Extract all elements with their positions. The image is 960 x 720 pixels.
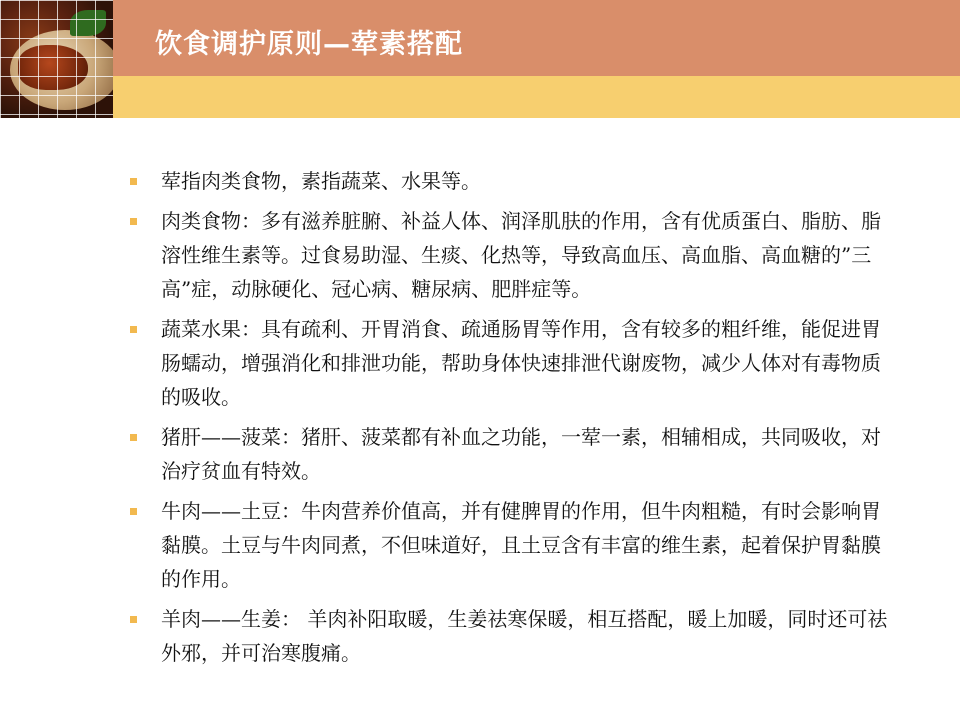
square-bullet-icon [130,178,137,185]
bullet-list [128,164,898,676]
header-accent-strip [0,76,960,118]
photo-grid-overlay [0,0,113,118]
list-item-text: 牛肉——土豆：牛肉营养价值高，并有健脾胃的作用，但牛肉粗糙，有时会影响胃黏膜。土豆与牛肉同煮，不但味道好，且土豆含有丰富的维生素，起着保护胃黏膜的作用。 [161,499,881,591]
slide-title: 饮食调护原则—荤素搭配 [155,29,463,60]
list-item-text: 羊肉——生姜： 羊肉补阳取暖，生姜祛寒保暖，相互搭配，暖上加暖，同时还可祛外邪，并可治寒腹痛。 [161,607,888,665]
list-item-text: 荤指肉类食物，素指蔬菜、水果等。 [161,169,481,193]
list-item [128,312,898,414]
square-bullet-icon [130,508,137,515]
square-bullet-icon [130,218,137,225]
square-bullet-icon [130,326,137,333]
list-item [128,494,898,596]
list-item-text: 肉类食物：多有滋养脏腑、补益人体、润泽肌肤的作用，含有优质蛋白、脂肪、脂溶性维生素等。过食易助湿、生痰、化热等，导致高血压、高血脂、高血糖的”三高”症，动脉硬化、冠心病、糖尿病、肥胖症等。 [161,209,881,301]
list-item [128,164,898,198]
square-bullet-icon [130,434,137,441]
food-photo [0,0,113,118]
list-item [128,204,898,306]
list-item [128,420,898,488]
list-item [128,602,898,670]
header-bar [0,0,960,76]
list-item-text: 猪肝——菠菜：猪肝、菠菜都有补血之功能，一荤一素，相辅相成，共同吸收，对治疗贫血有特效。 [161,425,881,483]
list-item-text: 蔬菜水果：具有疏利、开胃消食、疏通肠胃等作用，含有较多的粗纤维，能促进胃肠蠕动，增强消化和排泄功能，帮助身体快速排泄代谢废物，减少人体对有毒物质的吸收。 [161,317,881,409]
square-bullet-icon [130,616,137,623]
